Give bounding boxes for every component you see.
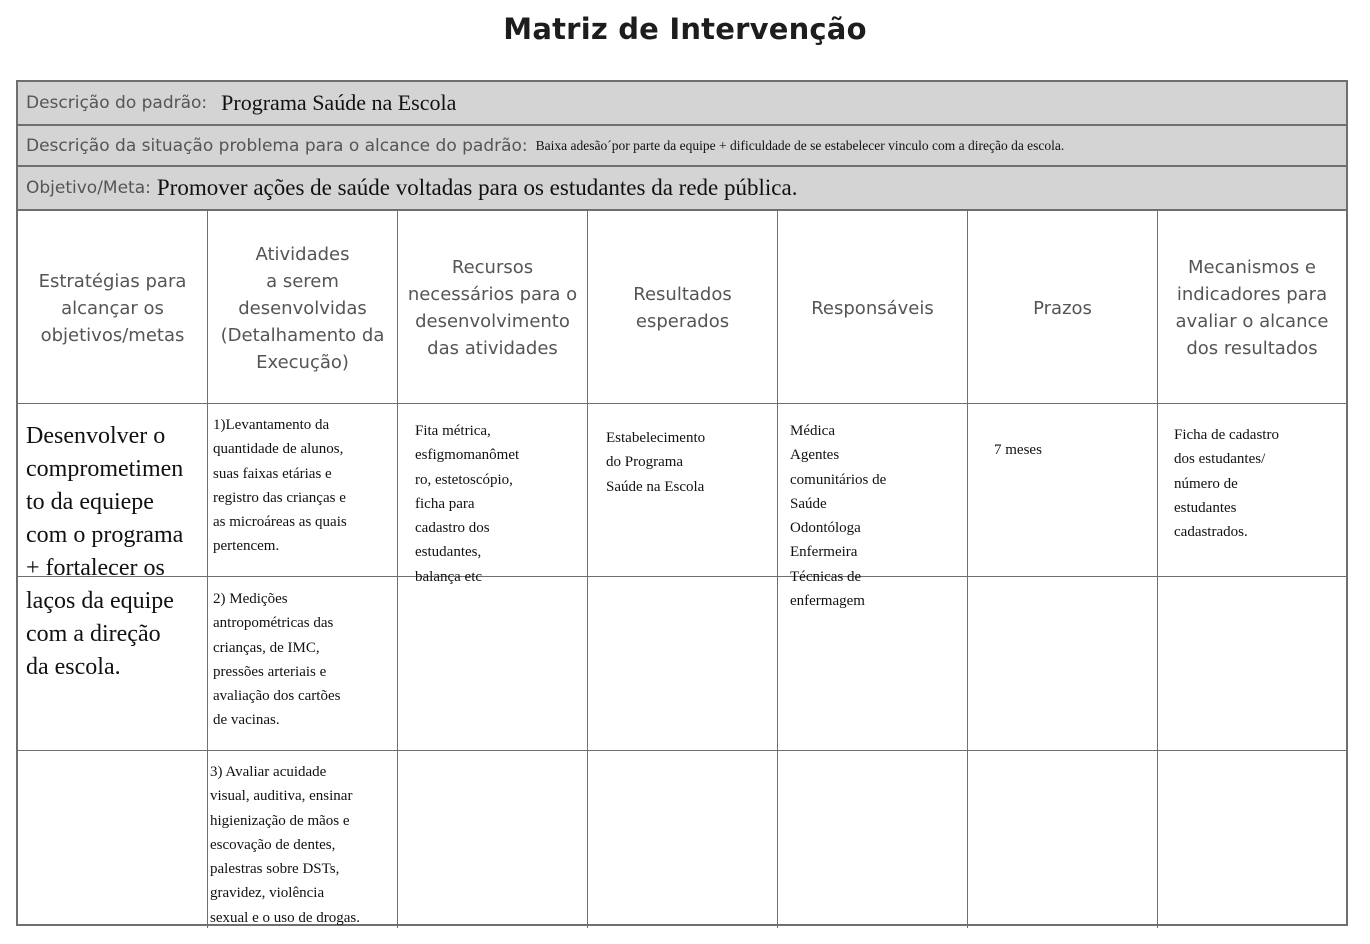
responsaveis-cell: Médica Agentes comunitários de Saúde Odontóloga Enfermeira Técnicas de enfermagem — [790, 423, 887, 610]
header-recursos: Recursos necessários para o desenvolvimento das atividades — [407, 257, 578, 359]
padrao-label: Descrição do padrão: — [26, 93, 208, 113]
atividade-1-cell: 1)Levantamento da quantidade de alunos, suas faixas etárias e registro das crianças e as microáreas as quais pertencem. — [213, 417, 347, 555]
situacao-value: Baixa adesão´por parte da equipe + dificuldade de se estabelecer vinculo com a direção da escola. — [535, 137, 1065, 153]
row-divider — [18, 576, 1346, 577]
header-resultados: Resultados esperados — [633, 284, 732, 332]
atividade-2-cell: 2) Medições antropométricas das crianças, de IMC, pressões arteriais e avaliação dos cartões de vacinas. — [213, 591, 341, 729]
page-title: Matriz de Intervenção — [503, 12, 867, 46]
recursos-cell: Fita métrica, esfigmomanômet ro, estetoscópio, ficha para cadastro dos estudantes, balança etc — [415, 423, 520, 585]
objetivo-value: Promover ações de saúde voltadas para os estudantes da rede pública. — [156, 175, 798, 200]
header-row-divider — [18, 403, 1346, 404]
estrategia-cell: Desenvolver o comprometimen to da equiepe com o programa + fortalecer os laços da equipe com a direção da escola. — [26, 423, 184, 680]
padrao-value: Programa Saúde na Escola — [221, 90, 457, 115]
header-prazos: Prazos — [1033, 297, 1092, 319]
situacao-row — [18, 126, 1346, 167]
header-mecanismos: Mecanismos e indicadores para avaliar o alcance dos resultados — [1175, 257, 1329, 359]
atividade-3-cell: 3) Avaliar acuidade visual, auditiva, ensinar higienização de mãos e escovação de dentes, palestras sobre DSTs, gravidez, violência sexual e o uso de drogas. — [210, 764, 360, 926]
padrao-row — [18, 82, 1346, 126]
mecanismos-cell: Ficha de cadastro dos estudantes/ número de estudantes cadastrados. — [1174, 427, 1279, 541]
row-divider — [18, 750, 1346, 751]
header-responsaveis: Responsáveis — [811, 297, 934, 319]
objetivo-row — [18, 167, 1346, 211]
header-atividades: Atividades a serem desenvolvidas (Detalhamento da Execução) — [220, 243, 385, 373]
header-estrategias: Estratégias para alcançar os objetivos/metas — [38, 270, 187, 346]
resultados-cell: Estabelecimento do Programa Saúde na Escola — [606, 430, 706, 495]
objetivo-label: Objetivo/Meta: — [26, 178, 151, 198]
intervention-matrix-table — [16, 80, 1348, 926]
situacao-label: Descrição da situação problema para o alcance do padrão: — [26, 135, 528, 156]
prazos-cell: 7 meses — [994, 442, 1042, 458]
